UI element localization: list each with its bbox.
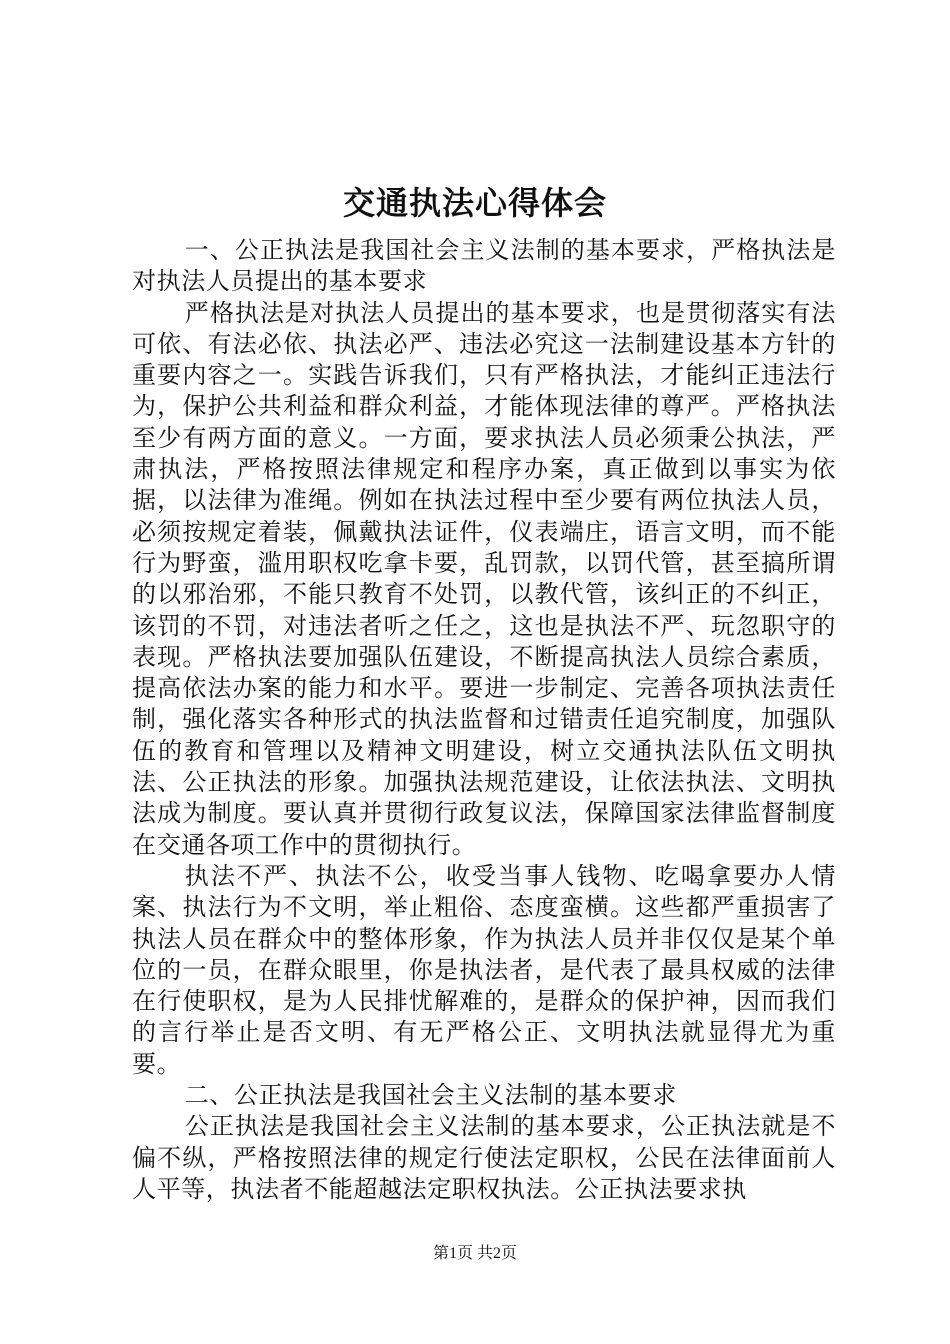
paragraph-section-two-heading: 二、公正执法是我国社会主义法制的基本要求 xyxy=(184,1081,677,1110)
document-body xyxy=(132,235,836,1205)
page-number-footer: 第1页 共2页 xyxy=(432,1245,517,1262)
paragraph-strict-enforcement: 严格执法是对执法人员提出的基本要求，也是贯彻落实有法可依、有法必依、执法必严、违法必究这一法制建设基本方针的重要内容之一。实践告诉我们，只有严格执法，才能纠正违法行为，保护公共利益和群众利益，才能体现法律的尊严。严格执法至少有两方面的意义。一方面，要求执法人员必须秉公执法，严肃执法，严格按照法律规定和程序办案，真正做到以事实为依据，以法律为准绳。例如在执法过程中至少要有两位执法人员，必须按规定着装，佩戴执法证件，仪表端庄，语言文明，而不能行为野蛮，滥用职权吃拿卡要，乱罚款，以罚代管，甚至搞所谓的以邪治邪，不能只教育不处罚，以教代管，该纠正的不纠正，该罚的不罚，对违法者听之任之，这也是执法不严、玩忽职守的表现。严格执法要加强队伍建设，不断提高执法人员综合素质，提高依法办案的能力和水平。要进一步制定、完善各项执法责任制，强化落实各种形式的执法监督和过错责任追究制度，加强队伍的教育和管理以及精神文明建设，树立交通执法队伍文明执法、公正执法的形象。加强执法规范建设，让依法执法、文明执法成为制度。要认真并贯彻行政复议法，保障国家法律监督制度在交通各项工作中的贯彻执行。 xyxy=(132,298,836,859)
paragraph-fair-enforcement: 公正执法是我国社会主义法制的基本要求，公正执法就是不偏不纵，严格按照法律的规定行使法定职权，公民在法律面前人人平等，执法者不能超越法定职权执法。公正执法要求执 xyxy=(132,1112,836,1203)
paragraph-improper-enforcement: 执法不严、执法不公，收受当事人钱物、吃喝拿要办人情案、执法行为不文明，举止粗俗、态度蛮横。这些都严重损害了执法人员在群众中的整体形象，作为执法人员并非仅仅是某个单位的一员，在群众眼里，你是执法者，是代表了最具权威的法律在行使职权，是为人民排忧解难的，是群众的保护神，因而我们的言行举止是否文明、有无严格公正、文明执法就显得尤为重要。 xyxy=(132,861,836,1078)
document-title: 交通执法心得体会 xyxy=(342,184,607,222)
paragraph-section-one-heading: 一、公正执法是我国社会主义法制的基本要求，严格执法是对执法人员提出的基本要求 xyxy=(132,236,836,296)
